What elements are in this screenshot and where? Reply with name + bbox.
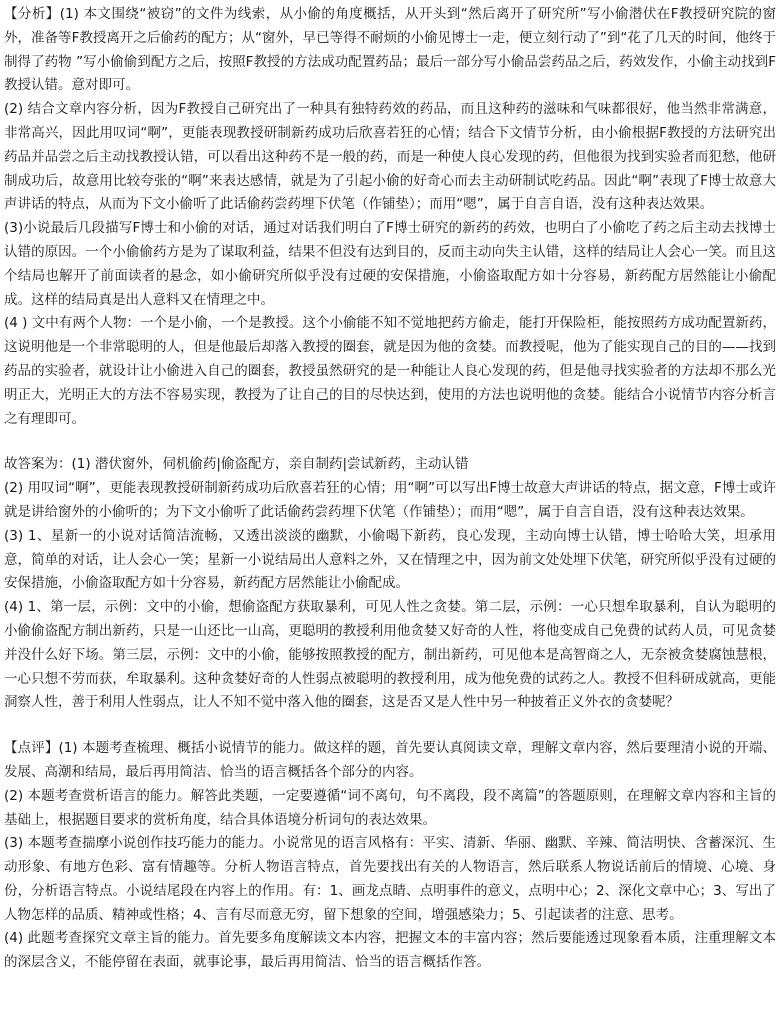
analysis-paragraph: 【分析】(1) 本文围绕“被窃”的文件为线索，从小偷的角度概括，从开头到“然后离开了研究所”写小偷潜伏在F教授研究院的窗外，准备等F教授离开之后偷药的配方；从“窗外，早已等得不耐烦的小偷见博士一走，便立刻行动了”到“花了几天的时间，他终于制得了药物 ”写小偷偷到配方之后，按照F教授的方法成功配置药品；最后一部分写小偷品尝药品之后，药效发作，小偷主动找到F教授认错。意对即可。: [4, 6, 776, 94]
analysis-paragraph: (4 ) 文中有两个人物：一个是小偷，一个是教授。这个小偷能不知不觉地把药方偷走，能打开保险柜，能按照药方成功配置新药，这说明他是一个非常聪明的人，但是他最后却落入教授的圈套，就是因为他的贪婪。而教授呢，他为了能实现自己的目的——找到药品的实验者，就设计让小偷进入自己的圈套，教授虽然研究的是一种能让人良心发现的药，但是他寻找实验者的方法却不那么光明正大，光明正大的方法不容易实现，教授为了让自己的目的尽快达到，使用的方法也说明他的贪婪。能结合小说情节内容分析言之有理即可。: [4, 315, 776, 427]
answer-section: [4, 453, 776, 715]
analysis-section: [4, 3, 776, 431]
answer-paragraph: (2) 用叹词“啊”，更能表现教授研制新药成功后欣喜若狂的心情；用“啊”可以写出F博士故意大声讲话的特点，据文意，F博士或许就是讲给窗外的小偷听的；为下文小偷听了此话偷药尝药埋下伏笔（作铺垫）；而用“嗯”，属于自言自语，没有这种表达效果。: [4, 480, 776, 520]
comment-paragraph: 【点评】(1) 本题考查梳理、概括小说情节的能力。做这样的题，首先要认真阅读文章，理解文章内容，然后要理清小说的开端、发展、高潮和结局，最后再用简洁、恰当的语言概括各个部分的内容。: [4, 740, 776, 780]
answer-paragraph: (3) 1、星新一的小说对话简洁流畅，又透出淡淡的幽默，小偷喝下新药，良心发现，主动向博士认错，博士哈哈大笑，坦承用意，简单的对话，让人会心一笑；星新一小说结局出人意料之外，又在情理之中，因为前文处处埋下伏笔，研究所似乎没有过硬的安保措施，小偷盗取配方如十分容易，新药配方居然能让小偷配成。: [4, 527, 776, 592]
comment-paragraph: (2) 本题考查赏析语言的能力。解答此类题，一定要遵循“词不离句，句不离段，段不离篇”的答题原则，在理解文章内容和主旨的基础上，根据题目要求的赏析角度，结合具体语境分析词句的表达效果。: [4, 787, 776, 828]
comment-section: [4, 737, 776, 975]
answer-paragraph: (4) 1、第一层，示例：文中的小偷，想偷盗配方获取暴利，可见人性之贪婪。第二层，示例：一心只想牟取暴利，自认为聪明的小偷偷盗配方制出新药，只是一山还比一山高，更聪明的教授利用他贪婪又好奇的人性，将他变成自己免费的试药人员，可见贪婪并没什么好下场。第三层，示例：文中的小偷，能够按照教授的配方，制出新药，可见他本是高智商之人，无奈被贪婪腐蚀慧根，一心只想不劳而获，牟取暴利。这种贪婪好奇的人性弱点被聪明的教授利用，成为他免费的试药之人。教授不但科研成就高，更能洞察人性，善于利用人性弱点，让人不知不觉中落入他的圈套，这是否又是人性中另一种披着正义外衣的贪婪呢？: [4, 599, 776, 711]
comment-paragraph: (4) 此题考查探究文章主旨的能力。首先要多角度解读文本内容，把握文本的丰富内容；然后要能透过现象看本质，注重理解文本的深层含义，不能停留在表面，就事论事，最后再用简洁、恰当的语言概括作答。: [4, 930, 776, 971]
analysis-paragraph: (2) 结合文章内容分析，因为F教授自己研究出了一种具有独特药效的药品，而且这种药的滋味和气味都很好，他当然非常满意，非常高兴，因此用叹词“啊”，更能表现教授研制新药成功后欣喜若狂的心情；结合下文情节分析，由小偷根据F教授的方法研究出药品并品尝之后主动找教授认错，可以看出这种药不是一般的药，而是一种使人良心发现的药，但他很为找到实验者而犯愁，他研制成功后，故意用比较夸张的“啊”来表达感情，就是为了引起小偷的好奇心而去主动研制试吃药品。因此“啊”表现了F博士故意大声讲话的特点，从而为下文小偷听了此话偷药尝药埋下伏笔（作铺垫）；而用“嗯”，属于自言自语，没有这种表达效果。: [4, 101, 776, 213]
analysis-paragraph: (3)小说最后几段描写F博士和小偷的对话，通过对话我们明白了F博士研究的新药的药效，也明白了小偷吃了药之后主动去找博士认错的原因。一个小偷偷药方是为了谋取利益，结果不但没有达到目的，反而主动向失主认错，这样的结局让人会心一笑。而且这个结局也解开了前面读者的悬念，如小偷研究所似乎没有过硬的安保措施，小偷盗取配方如十分容易，新药配方居然能让小偷配成。这样的结局真是出人意料又在情理之中。: [4, 220, 776, 308]
comment-paragraph: (3) 本题考查揣摩小说创作技巧能力的能力。小说常见的语言风格有：平实、清新、华丽、幽默、辛辣、简洁明快、含蓄深沉、生动形象、有地方色彩、富有情趣等。分析人物语言特点，首先要找出有关的人物语言，然后联系人物说话前后的情境、心境、身份，分析语言特点。小说结尾段在内容上的作用。有：1、画龙点睛、点明事件的意义，点明中心；2、深化文章中心；3、写出了人物怎样的品质、精神或性格；4、言有尽而意无穷，留下想象的空间，增强感染力；5、引起读者的注意、思考。: [4, 835, 776, 923]
answer-paragraph: 故答案为：(1) 潜伏窗外，伺机偷药|偷盗配方，亲自制药|尝试新药，主动认错: [4, 456, 469, 473]
